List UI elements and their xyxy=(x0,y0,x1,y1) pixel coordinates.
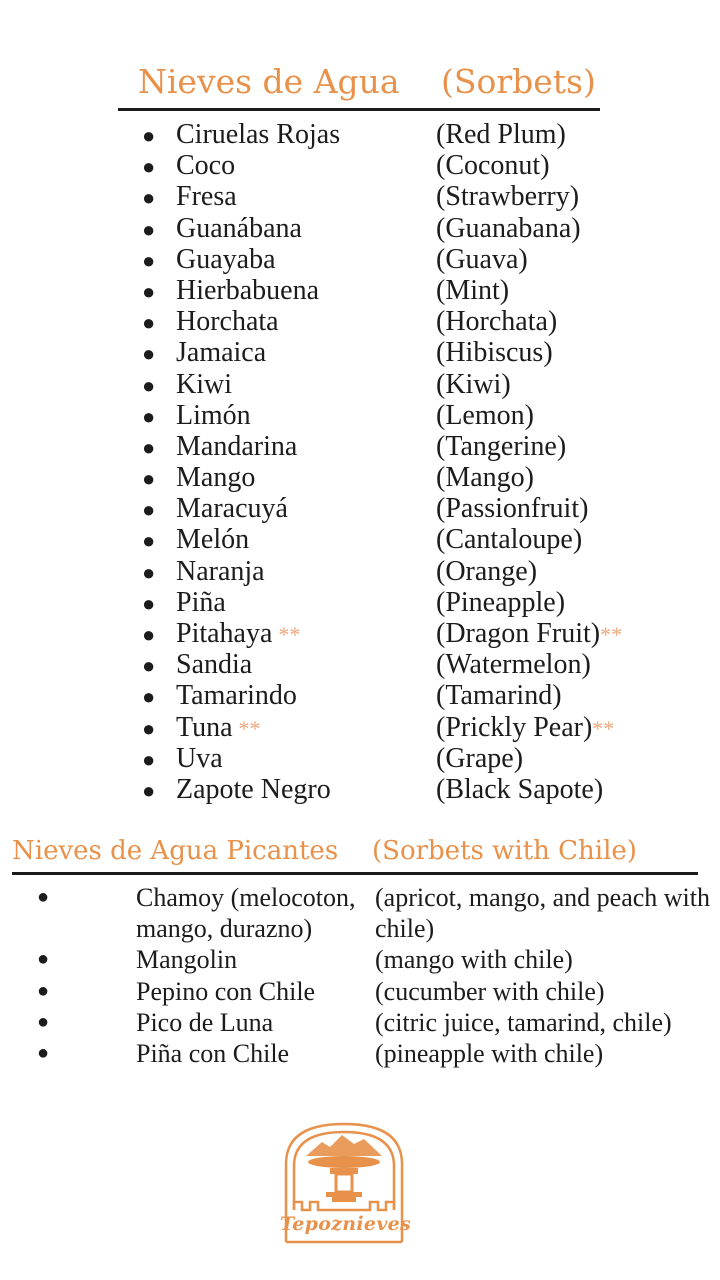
flavor-name-en xyxy=(436,244,528,275)
flavor-en-text: (Mango) xyxy=(436,462,534,494)
flavor-es-text: Tuna xyxy=(176,711,233,743)
flavor-en-text: (Pineapple) xyxy=(436,586,566,618)
flavor-es-text: Piña xyxy=(176,586,226,618)
flavor-en-text: (Grape) xyxy=(436,742,524,774)
flavor-es-text: Guanábana xyxy=(176,212,302,244)
flavor-en-text: (Horchata) xyxy=(436,306,558,338)
spicy-name-es: Piña con Chile xyxy=(136,1039,290,1069)
flavor-en-text: (Passionfruit) xyxy=(436,493,589,525)
sorbet-item xyxy=(0,556,720,587)
flavor-es-text: Naranja xyxy=(176,555,265,587)
bullet-icon: ● xyxy=(142,466,156,492)
sorbet-item xyxy=(0,213,720,244)
sorbet-item xyxy=(0,275,720,306)
sorbet-item xyxy=(0,524,720,555)
sorbet-item xyxy=(0,587,720,618)
availability-mark: ** xyxy=(238,715,261,741)
flavor-name-es xyxy=(176,431,297,462)
flavor-en-text: (Cantaloupe) xyxy=(436,524,583,556)
spicy-item xyxy=(0,882,720,944)
flavor-es-text: Kiwi xyxy=(176,368,232,400)
sorbets-title-es: Nieves de Agua xyxy=(138,62,400,101)
flavor-en-text: (Watermelon) xyxy=(436,649,591,681)
flavor-es-text: Melón xyxy=(176,524,250,556)
sorbet-item xyxy=(0,743,720,774)
flavor-name-en xyxy=(436,524,582,555)
spicy-item xyxy=(0,944,720,975)
spicy-name-es: Mangolin xyxy=(136,945,238,975)
flavor-name-es xyxy=(176,213,302,244)
flavor-name-en xyxy=(436,369,511,400)
flavor-name-en xyxy=(436,275,509,306)
flavor-name-es xyxy=(176,618,300,650)
bullet-icon: ● xyxy=(37,948,50,971)
sorbet-item xyxy=(0,712,720,743)
bullet-icon: ● xyxy=(37,886,50,908)
spicy-item xyxy=(0,976,720,1007)
availability-mark: ** xyxy=(592,715,615,741)
bullet-icon: ● xyxy=(142,216,156,242)
sorbet-item xyxy=(0,337,720,368)
sorbet-item xyxy=(0,493,720,524)
bullet-icon: ● xyxy=(37,979,50,1002)
availability-mark: ** xyxy=(278,622,301,647)
bullet-icon: ● xyxy=(142,746,156,772)
bullet-icon: ● xyxy=(142,123,156,148)
flavor-en-text: (Hibiscus) xyxy=(436,337,553,369)
flavor-name-en xyxy=(436,712,614,744)
flavor-es-text: Jamaica xyxy=(176,337,267,369)
flavor-name-es xyxy=(176,275,319,306)
flavor-es-text: Sandia xyxy=(176,649,253,681)
sorbet-item xyxy=(0,369,720,400)
flavor-name-en xyxy=(436,493,588,524)
flavor-name-es xyxy=(176,649,252,680)
flavor-es-text: Ciruelas Rojas xyxy=(176,119,341,150)
flavor-name-es xyxy=(176,493,288,524)
sorbet-item xyxy=(0,431,720,462)
sorbets-list xyxy=(0,119,720,805)
bullet-icon: ● xyxy=(142,653,156,679)
sorbets-divider xyxy=(118,108,600,111)
flavor-en-text: (Dragon Fruit) xyxy=(436,618,601,649)
flavor-name-es xyxy=(176,587,226,618)
bullet-icon: ● xyxy=(142,185,156,211)
flavor-name-en xyxy=(436,119,566,150)
flavor-name-en xyxy=(436,150,550,181)
sorbet-item xyxy=(0,680,720,711)
flavor-name-es xyxy=(176,556,265,587)
flavor-en-text: (Kiwi) xyxy=(436,368,511,400)
flavor-name-es xyxy=(176,181,237,212)
flavor-es-text: Limón xyxy=(176,399,251,431)
bullet-icon: ● xyxy=(142,372,156,398)
bullet-icon: ● xyxy=(142,559,156,585)
flavor-en-text: (Orange) xyxy=(436,555,538,587)
availability-mark: ** xyxy=(600,622,623,647)
spicy-divider xyxy=(12,872,698,875)
flavor-name-es xyxy=(176,369,232,400)
sorbet-item xyxy=(0,306,720,337)
bullet-icon: ● xyxy=(142,434,156,460)
flavor-name-en xyxy=(436,680,562,711)
bullet-icon: ● xyxy=(142,590,156,616)
flavor-en-text: (Red Plum) xyxy=(436,119,566,150)
spicy-name-en: (apricot, mango, and peach with chile) xyxy=(375,883,710,944)
flavor-name-en xyxy=(436,462,534,493)
flavor-en-text: (Black Sapote) xyxy=(436,773,604,805)
flavor-name-en xyxy=(436,213,581,244)
spicy-title-es: Nieves de Agua Picantes xyxy=(12,836,339,866)
bullet-icon: ● xyxy=(142,528,156,554)
flavor-name-en xyxy=(436,774,603,805)
sorbet-item xyxy=(0,150,720,181)
flavor-name-en xyxy=(436,743,523,774)
sorbets-title-en: (Sorbets) xyxy=(441,62,596,101)
bullet-icon: ● xyxy=(142,247,156,273)
flavor-name-es xyxy=(176,244,276,275)
sorbet-item xyxy=(0,119,720,150)
bullet-icon: ● xyxy=(37,1010,50,1033)
bullet-icon: ● xyxy=(142,777,156,803)
flavor-name-es xyxy=(176,712,261,744)
spicy-name-es: Pico de Luna xyxy=(136,1007,274,1037)
bullet-icon: ● xyxy=(142,622,156,647)
flavor-name-es xyxy=(176,306,279,337)
flavor-name-es xyxy=(176,462,255,493)
flavor-es-text: Tamarindo xyxy=(176,680,297,712)
flavor-en-text: (Strawberry) xyxy=(436,181,580,213)
spicy-name-en: (mango with chile) xyxy=(375,945,573,975)
flavor-es-text: Pitahaya xyxy=(176,618,273,649)
flavor-es-text: Mango xyxy=(176,462,256,494)
flavor-en-text: (Lemon) xyxy=(436,399,534,431)
spicy-name-en: (pineapple with chile) xyxy=(375,1039,604,1069)
tepoznieves-logo xyxy=(280,1120,412,1248)
flavor-es-text: Fresa xyxy=(176,181,237,213)
flavor-name-en xyxy=(436,618,622,650)
spicy-name-es: Pepino con Chile xyxy=(136,976,316,1006)
flavor-name-en xyxy=(436,306,557,337)
spicy-name-es: Chamoy (melocoton, mango, durazno) xyxy=(136,883,356,944)
spicy-name-en: (cucumber with chile) xyxy=(375,976,605,1006)
flavor-name-en xyxy=(436,400,534,431)
bullet-icon: ● xyxy=(142,497,156,523)
bullet-icon: ● xyxy=(142,278,156,304)
bullet-icon: ● xyxy=(142,310,156,336)
spicy-item xyxy=(0,1007,720,1038)
flavor-es-text: Uva xyxy=(176,742,223,774)
flavor-es-text: Mandarina xyxy=(176,430,298,462)
spicy-title-en: (Sorbets with Chile) xyxy=(372,836,637,866)
flavor-es-text: Guayaba xyxy=(176,243,276,275)
sorbet-item xyxy=(0,618,720,649)
spicy-list xyxy=(0,882,720,1069)
sorbet-item xyxy=(0,774,720,805)
flavor-es-text: Horchata xyxy=(176,306,279,338)
flavor-name-en xyxy=(436,556,537,587)
sorbet-item xyxy=(0,181,720,212)
bullet-icon: ● xyxy=(142,341,156,367)
flavor-es-text: Coco xyxy=(176,150,236,182)
flavor-en-text: (Coconut) xyxy=(436,150,550,182)
flavor-name-es xyxy=(176,524,249,555)
flavor-name-es xyxy=(176,150,235,181)
flavor-name-es xyxy=(176,743,223,774)
flavor-en-text: (Guava) xyxy=(436,243,528,275)
flavor-en-text: (Tangerine) xyxy=(436,430,567,462)
spicy-item xyxy=(0,1038,720,1069)
sorbet-item xyxy=(0,649,720,680)
flavor-name-es xyxy=(176,337,266,368)
bullet-icon: ● xyxy=(37,1042,50,1065)
flavor-es-text: Zapote Negro xyxy=(176,773,331,805)
flavor-es-text: Hierbabuena xyxy=(176,274,320,306)
flavor-name-en xyxy=(436,181,579,212)
flavor-name-es xyxy=(176,774,331,805)
flavor-en-text: (Guanabana) xyxy=(436,212,581,244)
bullet-icon: ● xyxy=(142,715,156,741)
spicy-name-en: (citric juice, tamarind, chile) xyxy=(375,1007,672,1037)
flavor-name-en xyxy=(436,337,553,368)
bullet-icon: ● xyxy=(142,403,156,429)
sorbet-item xyxy=(0,400,720,431)
bullet-icon: ● xyxy=(142,154,156,180)
flavor-name-en xyxy=(436,431,566,462)
flavor-en-text: (Mint) xyxy=(436,274,510,306)
flavor-en-text: (Tamarind) xyxy=(436,680,562,712)
flavor-name-es xyxy=(176,400,251,431)
flavor-name-en xyxy=(436,649,591,680)
flavor-name-es xyxy=(176,119,340,150)
flavor-name-en xyxy=(436,587,565,618)
sorbet-item xyxy=(0,462,720,493)
flavor-es-text: Maracuyá xyxy=(176,493,288,525)
flavor-name-es xyxy=(176,680,297,711)
bullet-icon: ● xyxy=(142,684,156,710)
logo-text: Tepoznieves xyxy=(280,1213,412,1235)
sorbet-item xyxy=(0,244,720,275)
flavor-en-text: (Prickly Pear) xyxy=(436,711,593,743)
